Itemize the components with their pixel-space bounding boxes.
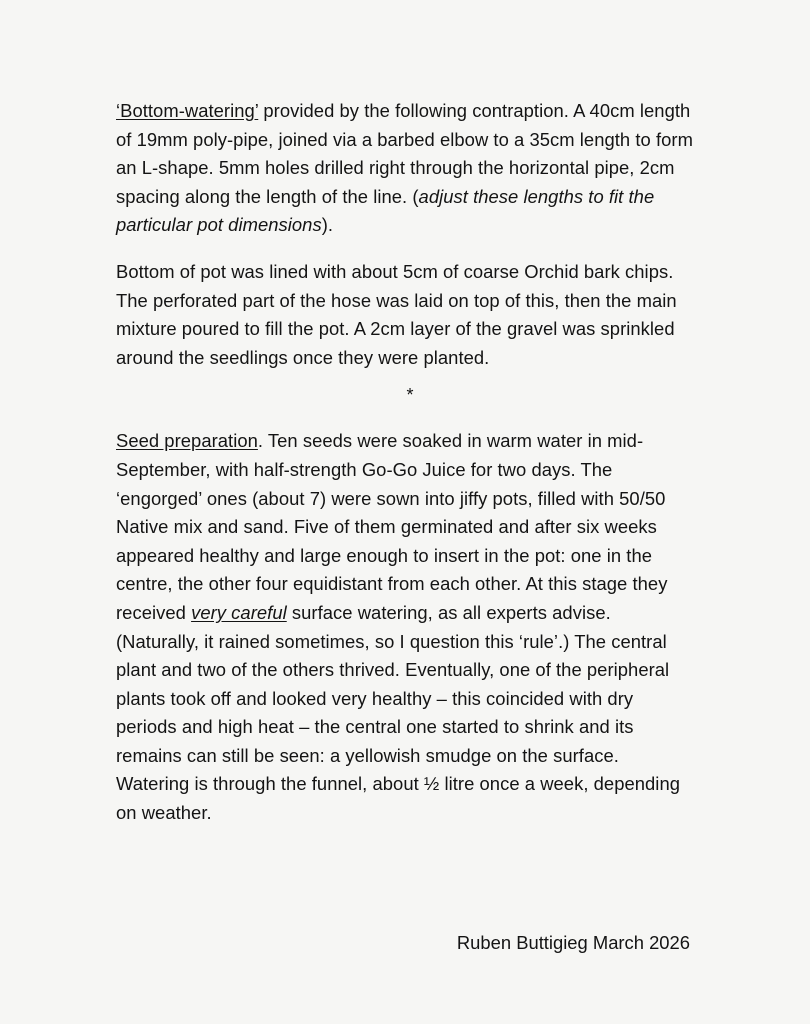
paragraph-text: ). xyxy=(321,214,334,236)
paragraph-bottom-watering xyxy=(116,97,696,240)
paragraph-text: . Ten seeds were soaked in warm water in mid-September, with half-strength Go-Go Juice for two days. The ‘engorged’ ones (about 7) were sown into jiffy pots, filled with 50/50 Native mix and sand. Five of them germinated and after six weeks appeared healthy and large enough to insert in the pot: one in the centre, the other four equidistant from each other. At this stage they received xyxy=(116,430,668,623)
heading-bottom-watering: ‘Bottom-watering’ xyxy=(116,100,259,121)
paragraph-text: surface watering, as all experts advise. (Naturally, it rained sometimes, so I question this ‘rule’.) The central plant and two of the others thrived. Eventually, one of the peripheral plants took off and looked very healthy – this coincided with dry periods and high heat – the central one started to shrink and its remains can still be seen: a yellowish smudge on the surface. Watering is through the funnel, about ½ litre once a week, depending on weather. xyxy=(116,601,680,824)
italic-note: adjust these lengths to fit the particular pot dimensions xyxy=(116,185,655,236)
author-signature-line: Ruben Buttigieg March 2026 xyxy=(456,932,690,953)
paragraph-seed-preparation xyxy=(116,427,696,827)
section-separator: * xyxy=(406,385,414,406)
emphasis-very-careful: very careful xyxy=(191,601,287,623)
paragraph-pot-lining: Bottom of pot was lined with about 5cm of coarse Orchid bark chips. The perforated part of the hose was laid on top of this, then the main mixture poured to fill the pot. A 2cm layer of the gravel was sprinkled around the seedlings once they were planted. xyxy=(116,260,677,368)
document-body xyxy=(116,97,696,828)
heading-seed-preparation: Seed preparation xyxy=(116,430,258,452)
paragraph-text: provided by the following contraption. A 40cm length of 19mm poly-pipe, joined via a barbed elbow to a 35cm length to form an L-shape. 5mm holes drilled right through the horizontal pipe, 2cm spacing along the length of the line. ( xyxy=(116,100,693,207)
